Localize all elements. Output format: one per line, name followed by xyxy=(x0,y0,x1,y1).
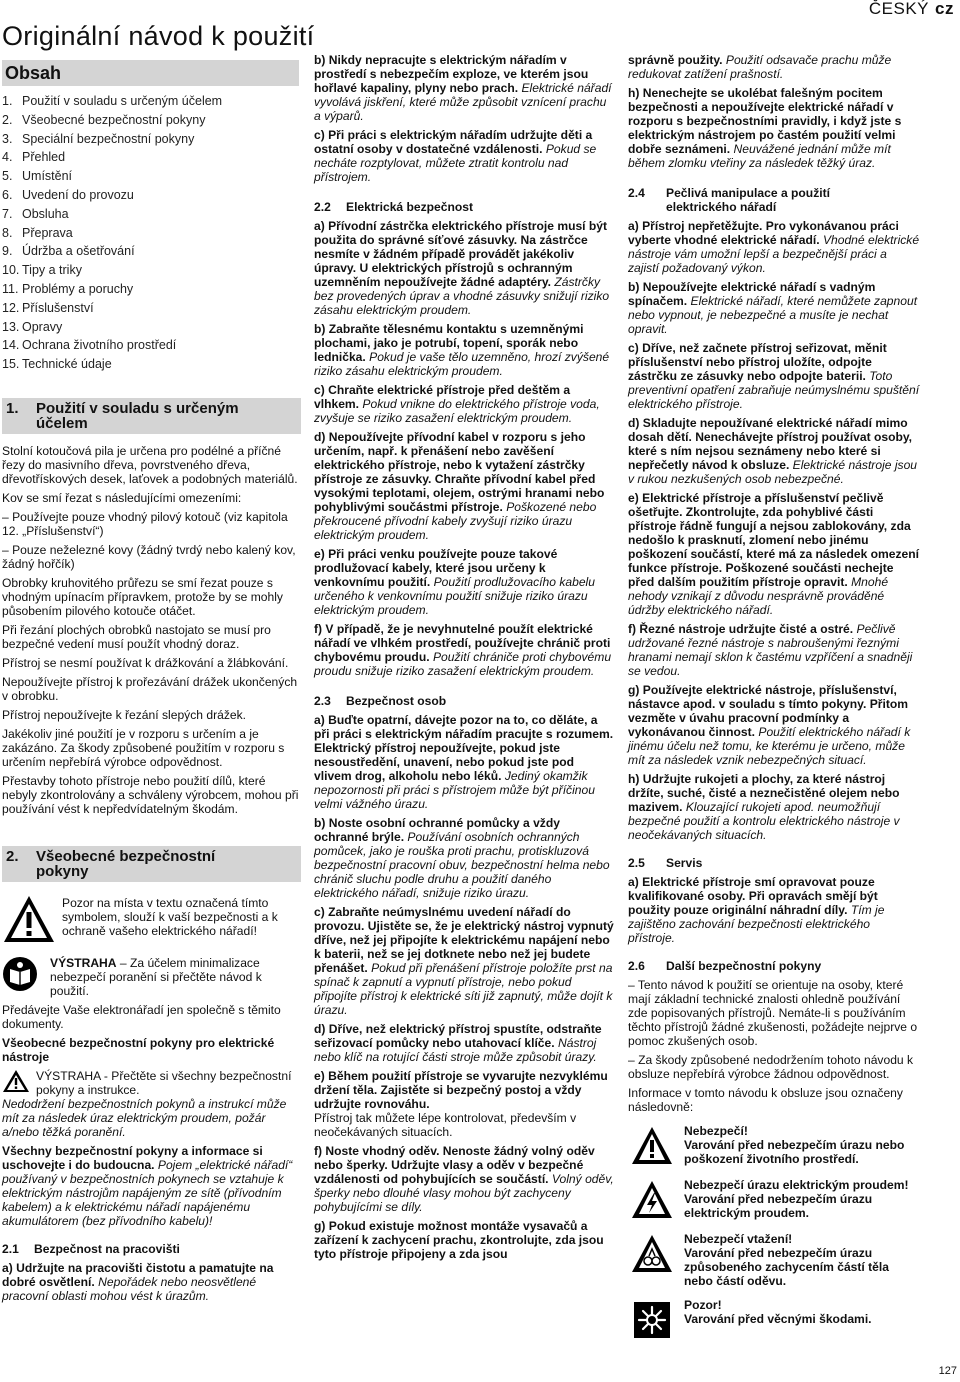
language-label xyxy=(869,2,954,16)
workplace-a-bold: a) Udržujte na pracovišti čistotu a pamatujte na dobré osvětlení. xyxy=(2,1261,274,1289)
toc-item[interactable] xyxy=(2,205,222,224)
keep-instructions xyxy=(2,1144,301,1228)
symbol-electric-title: Nebezpečí úrazu elektrickým proudem! xyxy=(684,1178,909,1192)
personal-g-bold: g) Pokud existuje možnost montáže vysavačů a zařízení k zachycení prachu, zkontrolujte, zda jsou tyto přístroje připojeny a zda jsou xyxy=(314,1219,604,1261)
electrical-c-bold: c) Chraňte elektrické přístroje před deštěm a vlhkem. xyxy=(314,383,571,411)
s1-paragraph: Nepoužívejte přístroj k prořezávání drážek ukončených v obrobku. xyxy=(2,675,298,703)
s1-paragraph: Kov se smí řezat s následujícími omezeními: xyxy=(2,491,242,505)
handling-h-italic: Klouzající rukojeti apod. neumožňují bezpečné použití a kontrolu elektrického nástroje v neočekávaných situacích. xyxy=(628,800,900,842)
toc-list xyxy=(2,92,222,374)
subsection-2-6-heading xyxy=(628,959,920,973)
section-2-number: 2. xyxy=(6,848,19,865)
electrical-d-bold: d) Nepoužívejte přívodní kabel v rozporu s jeho určením, např. k přenášení nebo zavěšení elektrického přístroje, nebo k vytažení zástrčky přístroje ze zásuvky. Chraňte přívodní kabel před vysokými teplotami, olejem, ostrými hranami nebo pohyblivými součástmi přístroje. xyxy=(314,430,605,514)
s1-paragraph: Stolní kotoučová pila je určena pro podélné a příčné řezy do masivního dřeva, povrstveného dřeva, dřevotřískových desek, laťovek a podobných materiálů. xyxy=(2,444,298,486)
electrical-f xyxy=(314,622,614,678)
workplace-c-bold: c) Při práci s elektrickým nářadím udržujte děti a ostatní osoby v dostatečné vzdálenosti. xyxy=(314,128,593,156)
electrical-c xyxy=(314,383,614,425)
section-2-heading xyxy=(2,846,301,882)
toc-item[interactable] xyxy=(2,111,222,130)
personal-d-italic: Nástroj nebo klíč na rotující části stroje může způsobit úrazy. xyxy=(314,1036,597,1064)
subsection-number: 2.4 xyxy=(628,186,645,200)
symbol-caution-title: Pozor! xyxy=(684,1298,722,1312)
toc-item[interactable] xyxy=(2,130,222,149)
subsection-number: 2.6 xyxy=(628,959,645,973)
handling-e-italic: Mnohé nehody vznikají z důvodu nesprávně prováděné údržby elektrického nářadí. xyxy=(628,575,889,617)
personal-e-note: Přístroj tak můžete lépe kontrolovat, především v neočekávaných situacích. xyxy=(314,1111,577,1139)
service-a xyxy=(628,875,920,945)
language-name: ČESKÝ xyxy=(868,0,930,18)
handling-c-bold: c) Dříve, než začnete přístroj seřizovat, měnit příslušenství nebo přístroj uložíte, odpojte zástrčku ze zásuvky nebo odpojte baterii. xyxy=(628,341,887,383)
handling-d-italic: Elektrické nástroje jsou v rukou nezkušených osob nebezpečné. xyxy=(628,458,918,486)
electrical-e-bold: e) Při práci venku používejte pouze takové prodlužovací kabely, které jsou určeny k venkovnímu použití. xyxy=(314,547,558,589)
section-1-number: 1. xyxy=(6,400,19,417)
personal-b xyxy=(314,816,614,900)
personal-b-italic: Používání osobních ochranných pomůcek, jako je rouška proti prachu, protiskluzová bezpečnostní pracovní obuv, bezpečnostní helma nebo chránič sluchu podle druhu a použití daného elektrického nářadí, snižuje riziko úrazu. xyxy=(314,830,610,900)
personal-b-bold: b) Noste osobní ochranné pomůcky a vždy ochranné brýle. xyxy=(314,816,560,844)
subsection-number: 2.3 xyxy=(314,694,331,708)
symbol-caution-desc: Varování před věcnými škodami. xyxy=(684,1312,872,1326)
subsection-2-2-heading xyxy=(314,200,614,214)
toc-item-label: Speciální bezpečnostní pokyny xyxy=(22,131,195,146)
handling-g xyxy=(628,683,920,767)
toc-item-number: 1. xyxy=(2,94,13,108)
toc-item-number: 15. xyxy=(2,357,20,372)
symbol-electric-desc: Varování před nebezpečím úrazu elektrickým proudem. xyxy=(684,1192,873,1220)
toc-item-label: Použití v souladu s určeným účelem xyxy=(22,94,223,108)
personal-d xyxy=(314,1022,614,1064)
workplace-b xyxy=(314,53,614,123)
toc-item[interactable] xyxy=(2,224,222,243)
electrical-b-italic: Pokud je vaše tělo uzemněno, hrozí zvýšené riziko zásahu elektrickým proudem. xyxy=(314,350,610,378)
warning-notice xyxy=(2,892,301,946)
toc-item[interactable] xyxy=(2,318,222,337)
read-manual-instructions: – Za účelem minimalizace nebezpečí poranění si přečtěte návod k použití. xyxy=(50,956,262,998)
toc-item-number: 7. xyxy=(2,206,13,221)
personal-g-continued xyxy=(628,53,920,81)
handling-f-italic: Pečlivě udržované řezné nástroje s nabroušenými řeznými hranami nemají sklon k častému vzpříčení a snadněji se vedou. xyxy=(628,622,913,678)
electrical-b-bold: b) Zabraňte tělesnému kontaktu s uzemněnými plochami, jako je potrubí, topení, sporák nebo lednička. xyxy=(314,322,584,364)
language-code: cz xyxy=(935,0,954,18)
toc-item[interactable] xyxy=(2,299,222,318)
handling-a-bold: a) Přístroj nepřetěžujte. Pro vykonávanou práci vyberte vhodné elektrické nářadí. xyxy=(628,219,899,247)
workplace-c-italic: Pokud se necháte rozptylovat, můžete ztratit kontrolu nad přístrojem. xyxy=(314,142,597,184)
warning-small-icon xyxy=(2,1069,30,1093)
warning-read-all xyxy=(2,1069,301,1097)
personal-a-bold: a) Buďte opatrní, dávejte pozor na to, co děláte, a při práci s elektrickým nářadím pracujte s rozumem. Elektrický přístroj nepoužívejte, pokud jste nesoustředění, unavení, nebo pokud jste pod vlivem drog, alkoholu nebo léků. xyxy=(314,713,614,783)
subsection-number: 2.2 xyxy=(314,200,331,214)
s1-list-item: – Pouze neželezné kovy (žádný tvrdý nebo kalený kov, žádný hořčík) xyxy=(2,543,296,571)
column-2 xyxy=(314,53,614,1261)
toc-item-label: Umístění xyxy=(22,169,73,184)
personal-a-italic: Jediný okamžik nepozornosti při práci s přístrojem může být příčinou velmi vážného úrazu. xyxy=(314,769,595,811)
column-1 xyxy=(2,398,301,1303)
electrical-e-italic: Použití prodlužovacího kabelu určeného k venkovnímu použití snižuje riziko úrazu elektrickým proudem. xyxy=(314,575,595,617)
subsection-2-5-heading xyxy=(628,856,920,870)
subsection-title: Servis xyxy=(666,856,703,870)
read-manual-warning-label: VÝSTRAHA xyxy=(50,956,117,970)
additional-list-item: – Tento návod k použití se orientuje na osoby, které mají základní technické znalosti ohledně používání zde popisovaných přístrojů. Nemáte-li s používáním těchto přístrojů žádné zkušenosti, požádejte nejprve o pomoc zkušených osob. xyxy=(628,978,918,1048)
s1-list-item: – Používejte pouze vhodný pilový kotouč (viz kapitola 12. „Příslušenství“) xyxy=(2,510,288,538)
toc-item[interactable] xyxy=(2,167,222,186)
general-safety-heading: Všeobecné bezpečnostní pokyny pro elektrické nástroje xyxy=(2,1036,275,1064)
electrical-f-bold: f) V případě, že je nevyhnutelné použít elektrické nářadí ve vlhkém prostředí, používejte chránič proti chybovému proudu. xyxy=(314,622,611,664)
toc-item-label: Přehled xyxy=(22,150,66,165)
subsection-2-1-heading xyxy=(2,1242,301,1256)
symbol-entanglement-title: Nebezpečí vtažení! xyxy=(684,1232,793,1246)
read-manual-text xyxy=(42,956,301,998)
symbol-danger xyxy=(630,1124,920,1168)
symbol-entanglement-desc: Varování před nebezpečím úrazu způsobeného zachycením částí těla nebo částí oděvu. xyxy=(684,1246,889,1288)
handling-e xyxy=(628,491,920,617)
personal-g-cont-bold: správně použity. xyxy=(628,53,723,67)
toc-item-label: Uvedení do provozu xyxy=(22,187,134,202)
s1-paragraph: Obrobky kruhovitého průřezu se smí řezat pouze s vhodným upínacím přípravkem, protože by se mohly působením pilového kotouče otáčet. xyxy=(2,576,283,618)
symbol-entanglement xyxy=(630,1232,920,1288)
personal-h-bold: h) Nenechejte se ukolébat falešným pocitem bezpečnosti a nepoužívejte elektrické nářadí v rozporu s bezpečnostními pravidly, i když jste s elektrickým nástrojem po častém použití velmi dobře seznámeni. xyxy=(628,86,902,156)
personal-c-bold: c) Zabraňte neúmyslnému uvedení nářadí do provozu. Ujistěte se, že je elektrický nástroj vypnutý dříve, než jej připojíte k elektrickému napájení nebo k baterii, než se jej dotknete nebo než jej budete přenášet. xyxy=(314,905,614,975)
warning-consequence: Nedodržení bezpečnostních pokynů a instrukcí může mít za následek úraz elektrickým proudem, požár a/nebo těžká poranění. xyxy=(2,1097,287,1139)
toc-item-number: 5. xyxy=(2,169,13,184)
toc-item-number: 13. xyxy=(2,319,20,334)
toc-item[interactable] xyxy=(2,280,222,299)
handling-d-bold: d) Skladujte nepoužívané elektrické nářadí mimo dosah dětí. Nenechávejte přístroj používat osoby, které s ním nejsou seznámeny nebo které si nepřečetly návod k obsluze. xyxy=(628,416,913,472)
subsection-2-4-heading xyxy=(628,186,920,214)
subsection-title: Bezpečnost na pracovišti xyxy=(34,1242,180,1256)
electrical-b xyxy=(314,322,614,378)
subsection-title: Elektrická bezpečnost xyxy=(346,200,474,214)
handling-c xyxy=(628,341,920,411)
personal-f-bold: f) Noste vhodný oděv. Nenoste žádný volný oděv nebo šperky. Udržujte vlasy a oděv v bezpečné vzdálenosti od pohybujících se součástí. xyxy=(314,1144,595,1186)
workplace-a-italic: Nepořádek nebo neosvětlené pracovní oblasti mohou vést k úrazům. xyxy=(2,1275,257,1303)
handling-b xyxy=(628,280,920,336)
handling-e-bold: e) Elektrické přístroje a příslušenství pečlivě ošetřujte. Zkontrolujte, zda pohyblivé části přístroje řádně fungují a nejsou zablokovány, zda nedošlo k prasknutí, zlomení nebo jinému poškození součástí, které má za následek omezení funkce přístroje. Poškozené součásti nechejte před dalším použitím přístroje opravit. xyxy=(628,491,920,589)
warning-triangle-icon xyxy=(2,892,56,946)
toc-item-number: 10. xyxy=(2,263,20,278)
s1-paragraph: Přístroj se nesmí používat k drážkování a žlábkování. xyxy=(2,656,289,670)
personal-c xyxy=(314,905,614,1017)
toc-item-label: Údržba a ošetřování xyxy=(22,244,135,259)
toc-item-label: Technické údaje xyxy=(22,357,112,372)
toc-item[interactable] xyxy=(2,92,222,111)
toc-item-label: Příslušenství xyxy=(22,300,94,315)
toc-item-label: Ochrana životního prostředí xyxy=(22,338,177,353)
s1-paragraph: Přestavby tohoto přístroje nebo použití dílů, které nebyly zkontrolovány a schváleny výrobcem, mohou při používání vést k nepředvídatelným škodám. xyxy=(2,774,299,816)
personal-h-italic: Neuvážené jednání může mít během zlomku vteřiny za následek těžký úraz. xyxy=(628,142,891,170)
read-manual-notice xyxy=(2,956,301,998)
warning-read-all-text: VÝSTRAHA - Přečtěte si všechny bezpečnostní pokyny a instrukce. xyxy=(36,1069,292,1097)
toc-item-number: 6. xyxy=(2,187,13,202)
subsection-title: Bezpečnost osob xyxy=(346,694,447,708)
electrical-a-bold: a) Přívodní zástrčka elektrického přístroje musí být použita do správné síťové zásuvky. Na zástrčce nesmíte v žádném případě provádět jakékoliv úpravy. U elektrických přístrojů s ochranným uzemněním nepoužívejte žádné adaptéry. xyxy=(314,219,608,289)
toc-item[interactable] xyxy=(2,186,222,205)
toc-item-label: Obsluha xyxy=(22,206,69,221)
symbol-danger-title: Nebezpečí! xyxy=(684,1124,748,1138)
section-1-heading xyxy=(2,398,301,434)
toc-item[interactable] xyxy=(2,336,222,355)
read-manual-icon xyxy=(2,956,38,992)
electrical-d xyxy=(314,430,614,542)
subsection-2-3-heading xyxy=(314,694,614,708)
handling-a-italic: Vhodné elektrické nástroje vám umožní lepší a bezpečnější práci a zajistí požadovaný výkon. xyxy=(628,233,920,275)
personal-e xyxy=(314,1069,614,1111)
handling-g-bold: g) Používejte elektrické nástroje, příslušenství, nástavce apod. v souladu s tímto pokyny. Přitom vezměte v úvahu pracovní podmínky a vykonávanou činnost. xyxy=(628,683,909,739)
keep-instructions-italic: Pojem „elektrické nářadí“ používaný v bezpečnostních pokynech se vztahuje k elektrickým nástrojům napájeným ze sítě (přívodním kabelem) a k elektrickému nářadí napájenému akumulátorem (bez přívodního kabelu)! xyxy=(2,1158,293,1228)
symbol-electric xyxy=(630,1178,920,1222)
electrical-a xyxy=(314,219,614,317)
handling-a xyxy=(628,219,920,275)
subsection-number: 2.1 xyxy=(2,1242,19,1256)
personal-g xyxy=(314,1219,614,1261)
entanglement-icon xyxy=(630,1232,674,1276)
subsection-number: 2.5 xyxy=(628,856,645,870)
page-title: Originální návod k použití xyxy=(2,21,315,51)
electrical-a-italic: Zástrčky bez provedených úprav a vhodné zásuvky snižují riziko zásahu elektrickým proudem. xyxy=(314,275,610,317)
toc-item[interactable] xyxy=(2,148,222,167)
electrical-d-italic: Poškozené nebo překroucené přívodní kabely zvyšují riziko úrazu elektrickým proudem. xyxy=(314,500,597,542)
electrical-c-italic: Pokud vnikne do elektrického přístroje voda, zvyšuje se riziko zasažení elektrickým proudem. xyxy=(314,397,600,425)
page-number: 127 xyxy=(938,1365,957,1377)
handling-h xyxy=(628,772,920,842)
handover-note: Předávejte Vaše elektronářadí jen společně s těmito dokumenty. xyxy=(2,1003,281,1031)
toc-item-number: 2. xyxy=(2,112,13,127)
toc-item-label: Všeobecné bezpečnostní pokyny xyxy=(22,112,206,127)
workplace-a xyxy=(2,1261,301,1303)
handling-f xyxy=(628,622,920,678)
toc-item-number: 9. xyxy=(2,244,13,259)
service-a-bold: a) Elektrické přístroje smí opravovat pouze kvalifikované osoby. Při opravách smějí být použity pouze originální náhradní díly. xyxy=(628,875,878,917)
personal-f xyxy=(314,1144,614,1214)
workplace-c xyxy=(314,128,614,184)
toc-item-number: 12. xyxy=(2,300,20,315)
toc-item[interactable] xyxy=(2,355,222,374)
symbol-caution xyxy=(630,1298,920,1342)
personal-e-bold: e) Během použití přístroje se vyvarujte nezvyklému držení těla. Zajistěte si bezpečný postoj a vždy udržujte rovnováhu. xyxy=(314,1069,608,1111)
toc-item-number: 3. xyxy=(2,131,13,146)
personal-h xyxy=(628,86,920,170)
danger-triangle-icon xyxy=(630,1124,674,1168)
handling-h-bold: h) Udržujte rukojeti a plochy, za které nástroj držíte, suché, čisté a neznečistěné olejem nebo mazivem. xyxy=(628,772,900,814)
toc-item[interactable] xyxy=(2,242,222,261)
handling-b-italic: Elektrické nářadí, které nemůžete zapnout nebo vypnout, je nebezpečné a musíte je nechat opravit. xyxy=(628,294,918,336)
toc-item-label: Tipy a triky xyxy=(22,263,82,278)
column-3 xyxy=(628,53,920,1342)
electrical-f-italic: Použití chrániče proti chybovému proudu snižuje riziko zasažení elektrickým proudem. xyxy=(314,650,612,678)
toc-item-label: Přeprava xyxy=(22,225,73,240)
personal-c-italic: Pokud při přenášení přístroje položíte prst na spínač k zapnutí a vypnutí přístroje, nebo pokud připojíte přístroj k elektrické síti již zapnutý, může dojít k úrazu. xyxy=(314,961,613,1017)
personal-d-bold: d) Dříve, než elektrický přístroj spustíte, odstraňte seřizovací pomůcky nebo utahovací klíče. xyxy=(314,1022,602,1050)
symbol-intro: Informace v tomto návodu k obsluze jsou označeny následovně: xyxy=(628,1086,903,1114)
subsection-title: Další bezpečnostní pokyny xyxy=(666,959,822,973)
electrical-e xyxy=(314,547,614,617)
handling-g-italic: Použití elektrického nářadí k jinému účelu než tomu, ke kterému je určeno, může mít za následek vznik nebezpečných situací. xyxy=(628,725,911,767)
toc-item-number: 4. xyxy=(2,150,13,165)
toc-item-label: Opravy xyxy=(22,319,63,334)
toc-item-number: 11. xyxy=(2,281,19,296)
subsection-title: Pečlivá manipulace a použití elektrického nářadí xyxy=(666,186,830,214)
toc-item-number: 8. xyxy=(2,225,13,240)
section-1-title: Použití v souladu s určeným účelem xyxy=(36,400,239,432)
electric-shock-icon xyxy=(630,1178,674,1222)
material-damage-icon xyxy=(630,1298,674,1342)
workplace-b-bold: b) Nikdy nepracujte s elektrickým nářadím v prostředí s nebezpečím exploze, ve kterém jsou hořlavé kapaliny, plyny nebo prach. xyxy=(314,53,589,95)
personal-f-italic: Volný oděv, šperky nebo dlouhé vlasy mohou být zachyceny pohybujícími se díly. xyxy=(314,1172,614,1214)
additional-list-item: – Za škody způsobené nedodržením tohoto návodu k obsluze nepřebírá výrobce žádnou odpovědnost. xyxy=(628,1053,914,1081)
s1-paragraph: Při řezání plochých obrobků nastojato se musí pro bezpečné vedení musí použít vhodný doraz. xyxy=(2,623,271,651)
keep-instructions-bold: Všechny bezpečnostní pokyny a informace si uschovejte i do budoucna. xyxy=(2,1144,263,1172)
toc-title: Obsah xyxy=(2,60,299,86)
handling-b-bold: b) Nepoužívejte elektrické nářadí s vadným spínačem. xyxy=(628,280,876,308)
s1-paragraph: Přístroj nepoužívejte k řezání slepých drážek. xyxy=(2,708,247,722)
warning-text: Pozor na místa v textu označená tímto symbolem, slouží k vaší bezpečnosti a k ochraně vašeho elektrického nářadí! xyxy=(62,896,278,938)
workplace-b-italic: Elektrické nářadí vyvolává jiskření, které může způsobit vznícení prachu a výparů. xyxy=(314,81,612,123)
symbol-danger-desc: Varování před nebezpečím úrazu nebo poškození životního prostředí. xyxy=(684,1138,905,1166)
section-2-title: Všeobecné bezpečnostní pokyny xyxy=(36,848,216,880)
toc-item-number: 14. xyxy=(2,338,20,353)
personal-a xyxy=(314,713,614,811)
toc-item-label: Problémy a poruchy xyxy=(22,281,134,296)
personal-g-cont-italic: Použití odsavače prachu může redukovat zatížení prašností. xyxy=(628,53,892,81)
service-a-italic: Tím je zajištěno zachování bezpečnosti elektrického přístroje. xyxy=(628,903,885,945)
toc-item[interactable] xyxy=(2,261,222,280)
handling-d xyxy=(628,416,920,486)
handling-c-italic: Toto preventivní opatření zabraňuje neúmyslnému spuštění elektrického přístroje. xyxy=(628,369,920,411)
handling-f-bold: f) Řezné nástroje udržujte čisté a ostré. xyxy=(628,622,854,636)
s1-paragraph: Jakékoliv jiné použití je v rozporu s určením a je zakázáno. Za škody způsobené použitím v rozporu s určením nepřebírá výrobce odpovědnost. xyxy=(2,727,285,769)
